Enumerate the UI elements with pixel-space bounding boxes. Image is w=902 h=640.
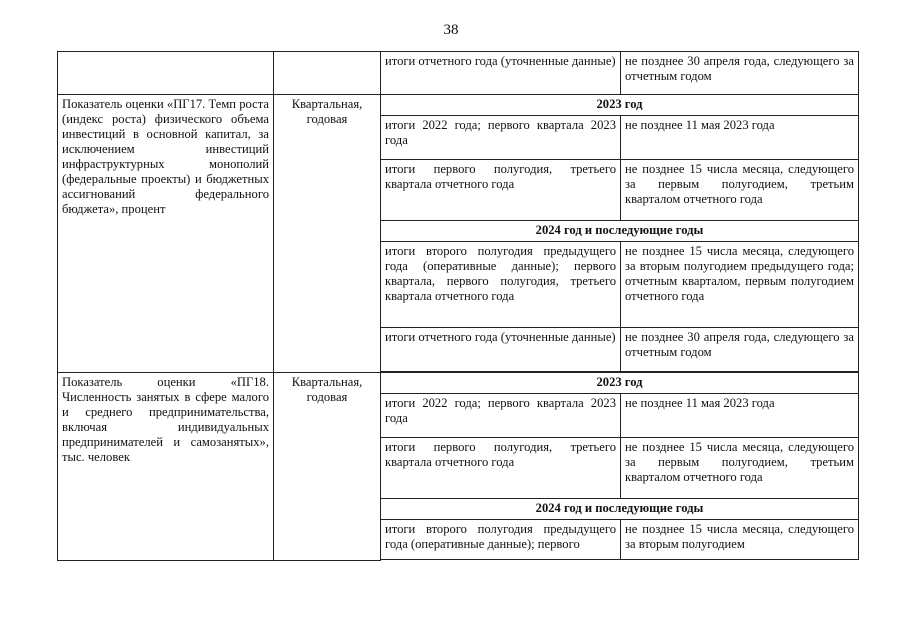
table-row [58,52,859,95]
page-number: 38 [443,22,459,38]
deadline-cell: не позднее 15 числа месяца, следующего за первым полугодием, третьим кварталом отчетного года [621,160,859,221]
year-header: 2024 год и последующие годы [381,221,859,242]
deadline-cell: не позднее 30 апреля года, следующего за отчетным годом [621,328,859,372]
indicator-cell: Показатель оценки «ПГ18. Численность занятых в сфере малого и среднего предпринимательства, включая индивидуальных предпринимателей и самозанятых», тыс. человек [58,373,274,561]
table-row [58,95,859,116]
deadline-cell: не позднее 15 числа месяца, следующего за вторым полугодием предыдущего года; отчетным кварталом, первым полугодием отчетного года [621,242,859,328]
data-cell: итоги отчетного года (уточненные данные) [381,52,621,95]
data-cell: итоги второго полугодия предыдущего года (оперативные данные); первого [381,520,621,560]
indicator-cell: Показатель оценки «ПГ17. Темп роста (индекс роста) физического объема инвестиций в основной капитал, за исключением инвестиций инфраструктурных монополий (федеральные проекты) и бюджетных ассигнований федерального бюджета», процент [58,95,274,373]
table-row [58,373,859,394]
empty-indicator-cell [58,52,274,95]
data-cell: итоги 2022 года; первого квартала 2023 года [381,394,621,438]
year-header: 2024 год и последующие годы [381,499,859,520]
empty-periodicity-cell [274,52,381,95]
deadline-cell: не позднее 11 мая 2023 года [621,394,859,438]
data-cell: итоги 2022 года; первого квартала 2023 года [381,116,621,160]
data-cell: итоги первого полугодия, третьего квартала отчетного года [381,438,621,499]
periodicity-cell: Квартальная, годовая [274,95,381,373]
year-header: 2023 год [381,95,859,116]
reporting-schedule-table [57,51,859,561]
deadline-cell: не позднее 15 числа месяца, следующего за вторым полугодием [621,520,859,560]
deadline-cell: не позднее 30 апреля года, следующего за отчетным годом [621,52,859,95]
data-cell: итоги второго полугодия предыдущего года (оперативные данные); первого квартала, первого полугодия, третьего квартала отчетного года [381,242,621,328]
deadline-cell: не позднее 11 мая 2023 года [621,116,859,160]
deadline-cell: не позднее 15 числа месяца, следующего за первым полугодием, третьим кварталом отчетного года [621,438,859,499]
data-cell: итоги первого полугодия, третьего квартала отчетного года [381,160,621,221]
periodicity-cell: Квартальная, годовая [274,373,381,561]
data-cell: итоги отчетного года (уточненные данные) [381,328,621,372]
year-header: 2023 год [381,373,859,394]
